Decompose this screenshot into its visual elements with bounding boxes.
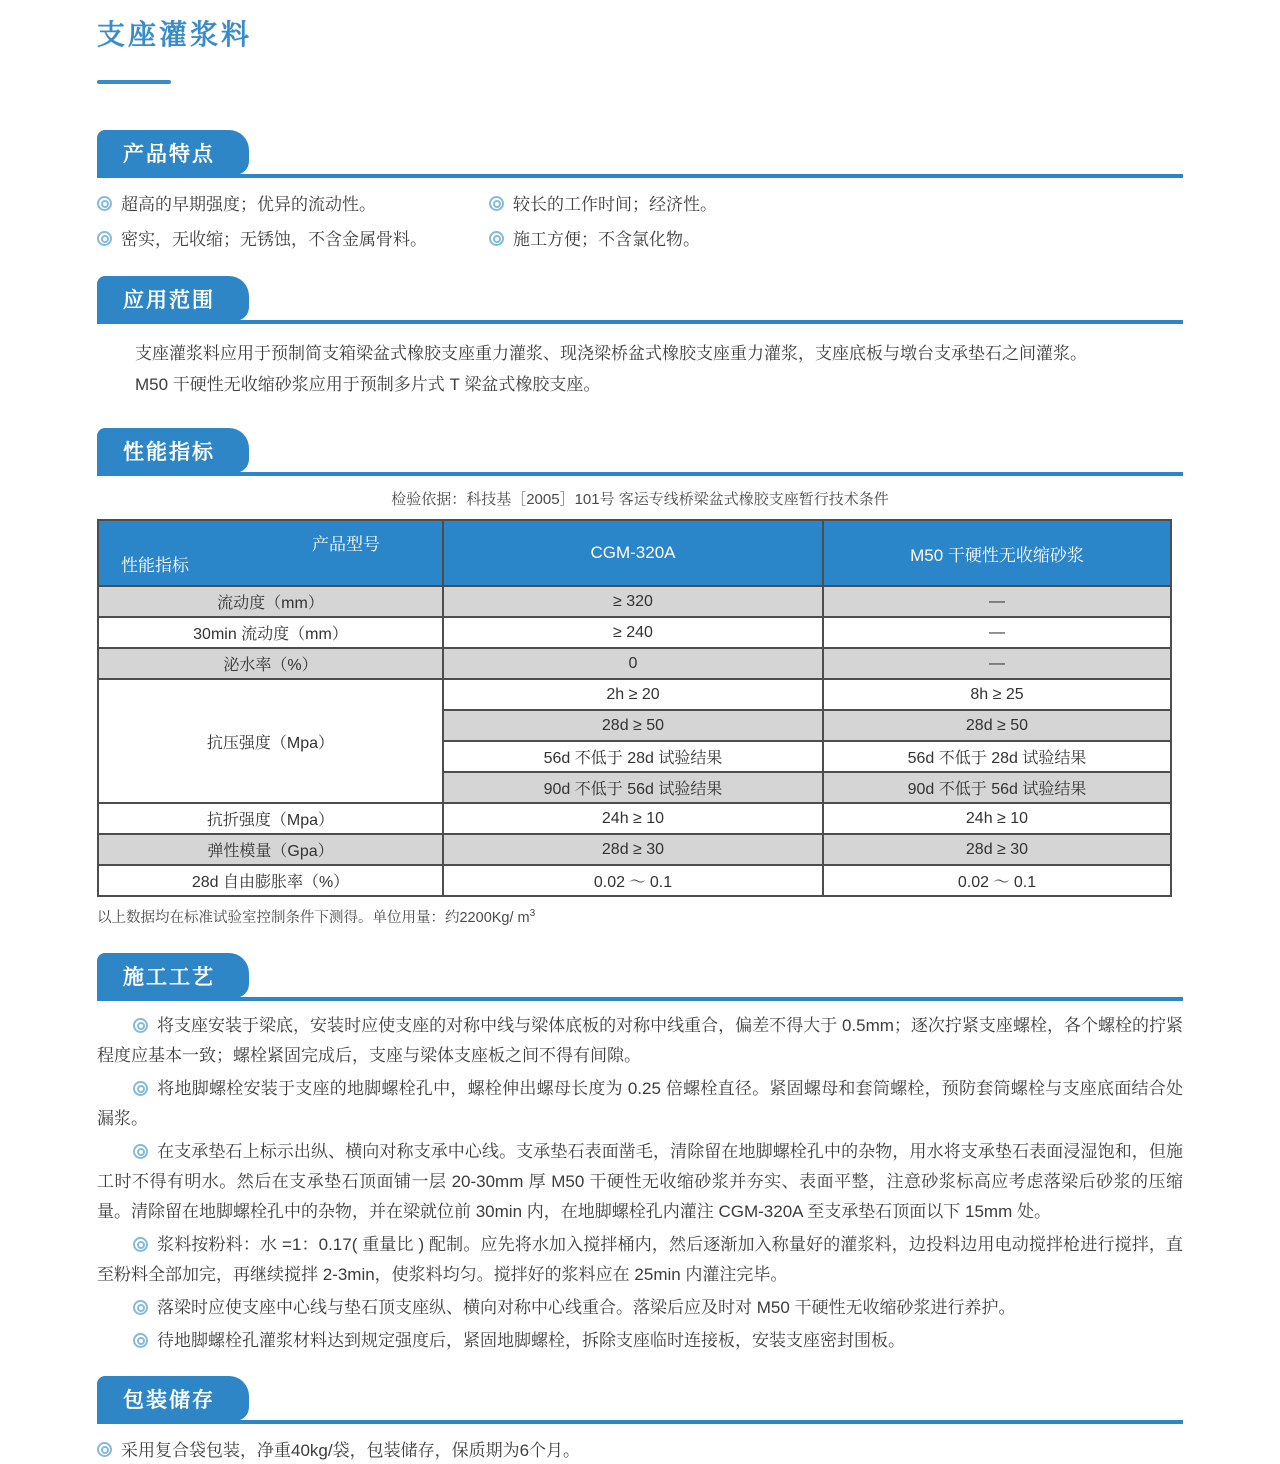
table-corner-cell xyxy=(98,520,443,586)
section-badge-features: 产品特点 xyxy=(97,130,249,175)
performance-table-header xyxy=(98,520,1171,586)
construction-process xyxy=(97,1011,1183,1356)
bullseye-bullet-icon xyxy=(133,1018,148,1033)
cell-value: 28d ≥ 30 xyxy=(823,834,1171,865)
table-row xyxy=(98,586,1171,617)
table-row xyxy=(98,834,1171,865)
bullseye-bullet-icon xyxy=(133,1300,148,1315)
table-footnote xyxy=(97,906,1183,927)
cell-value: 0.02 ～ 0.1 xyxy=(823,865,1171,896)
cell-value: 56d 不低于 28d 试验结果 xyxy=(823,741,1171,772)
cell-value: 28d ≥ 50 xyxy=(443,710,823,741)
table-header-row xyxy=(98,520,1171,586)
packaging-text: 采用复合袋包装，净重40kg/袋，包装储存，保质期为6个月。 xyxy=(121,1441,581,1460)
performance-table xyxy=(97,519,1172,897)
application-line: M50 干硬性无收缩砂浆应用于预制多片式 T 梁盆式橡胶支座。 xyxy=(135,375,601,394)
bullseye-bullet-icon xyxy=(97,1442,112,1457)
bullseye-bullet-icon xyxy=(97,231,112,246)
column-header-cgm320a: CGM-320A xyxy=(443,520,823,586)
feature-list xyxy=(97,192,1183,252)
row-label: 流动度（mm） xyxy=(98,586,443,617)
bullseye-bullet-icon xyxy=(133,1081,148,1096)
page-title: 支座灌浆料 xyxy=(97,19,253,50)
list-item xyxy=(97,227,489,252)
row-label: 泌水率（%） xyxy=(98,648,443,679)
construction-paragraph xyxy=(97,1293,1183,1323)
cell-value: ≥ 240 xyxy=(443,617,823,648)
bullseye-bullet-icon xyxy=(489,231,504,246)
construction-paragraph xyxy=(97,1074,1183,1134)
table-row xyxy=(98,679,1171,710)
row-label: 30min 流动度（mm） xyxy=(98,617,443,648)
section-header-construction xyxy=(97,953,1183,1001)
row-label-compressive-strength: 抗压强度（Mpa） xyxy=(98,679,443,803)
section-badge-performance: 性能指标 xyxy=(97,428,249,473)
section-badge-application: 应用范围 xyxy=(97,276,249,321)
row-label: 抗折强度（Mpa） xyxy=(98,803,443,834)
section-badge-construction: 施工工艺 xyxy=(97,953,249,998)
cell-value: 28d ≥ 50 xyxy=(823,710,1171,741)
table-row xyxy=(98,648,1171,679)
table-row xyxy=(98,803,1171,834)
application-line: 支座灌浆料应用于预制简支箱梁盆式橡胶支座重力灌浆、现浇梁桥盆式橡胶支座重力灌浆，支座底板与墩台支承垫石之间灌浆。 xyxy=(135,344,1087,363)
construction-paragraph xyxy=(97,1326,1183,1356)
paragraph-text: 将支座安装于梁底，安装时应使支座的对称中线与梁体底板的对称中线重合，偏差不得大于 0.5mm；逐次拧紧支座螺栓，各个螺栓的拧紧程度应基本一致；螺栓紧固完成后，支座与梁体支座板之间不得有间隙。 xyxy=(97,1016,1183,1065)
feature-text: 较长的工作时间；经济性。 xyxy=(513,195,717,214)
title-underline xyxy=(97,80,171,84)
cell-value: 24h ≥ 10 xyxy=(823,803,1171,834)
bullseye-bullet-icon xyxy=(489,196,504,211)
paragraph-text: 待地脚螺栓孔灌浆材料达到规定强度后，紧固地脚螺栓，拆除支座临时连接板，安装支座密封围板。 xyxy=(157,1331,905,1350)
cell-value: 8h ≥ 25 xyxy=(823,679,1171,710)
section-header-application xyxy=(97,276,1183,324)
application-text xyxy=(97,338,1183,400)
column-header-m50: M50 干硬性无收缩砂浆 xyxy=(823,520,1171,586)
cell-value: 0.02 ～ 0.1 xyxy=(443,865,823,896)
feature-text: 施工方便；不含氯化物。 xyxy=(513,230,700,249)
footnote-text: 以上数据均在标准试验室控制条件下测得。单位用量：约2200Kg/ m xyxy=(97,910,530,926)
cell-value: 90d 不低于 56d 试验结果 xyxy=(443,772,823,803)
feature-text: 密实，无收缩；无锈蚀，不含金属骨料。 xyxy=(121,230,427,249)
inspection-basis-note: 检验依据：科技基［2005］101号 客运专线桥梁盆式橡胶支座暂行技术条件 xyxy=(391,491,889,508)
bullseye-bullet-icon xyxy=(133,1144,148,1159)
cell-value: 90d 不低于 56d 试验结果 xyxy=(823,772,1171,803)
paragraph-text: 浆料按粉料：水 =1：0.17( 重量比 ) 配制。应先将水加入搅拌桶内，然后逐渐加入称量好的灌浆料，边投料边用电动搅拌枪进行搅拌，直至粉料全部加完，再继续搅拌 2-3min，使浆料均匀。搅拌好的浆料应在 25min 内灌注完毕。 xyxy=(97,1235,1183,1284)
construction-paragraph xyxy=(97,1011,1183,1071)
section-header-packaging xyxy=(97,1376,1183,1424)
section-header-performance xyxy=(97,428,1183,476)
cell-value: 2h ≥ 20 xyxy=(443,679,823,710)
cell-value: ≥ 320 xyxy=(443,586,823,617)
corner-label-performance-index: 性能指标 xyxy=(121,556,189,575)
cell-value: — xyxy=(823,617,1171,648)
bullseye-bullet-icon xyxy=(133,1237,148,1252)
list-item xyxy=(489,192,1183,217)
bullseye-bullet-icon xyxy=(97,196,112,211)
cell-value: 0 xyxy=(443,648,823,679)
construction-paragraph xyxy=(97,1230,1183,1290)
paragraph-text: 在支承垫石上标示出纵、横向对称支承中心线。支承垫石表面凿毛，清除留在地脚螺栓孔中的杂物，用水将支承垫石表面浸湿饱和，但施工时不得有明水。然后在支承垫石顶面铺一层 20-30mm 厚 M50 干硬性无收缩砂浆并夯实、表面平整，注意砂浆标高应考虑落梁后砂浆的压缩量。清除留在地脚螺栓孔中的杂物，并在梁就位前 30min 内，在地脚螺栓孔内灌注 CGM-320A 至支承垫石顶面以下 15mm 处。 xyxy=(97,1142,1183,1221)
list-item xyxy=(97,192,489,217)
row-label: 弹性模量（Gpa） xyxy=(98,834,443,865)
packaging-storage-line xyxy=(97,1438,1183,1464)
paragraph-text: 落梁时应使支座中心线与垫石顶支座纵、横向对称中心线重合。落梁后应及时对 M50 干硬性无收缩砂浆进行养护。 xyxy=(157,1298,1016,1317)
cell-value: 28d ≥ 30 xyxy=(443,834,823,865)
cell-value: 56d 不低于 28d 试验结果 xyxy=(443,741,823,772)
cell-value: — xyxy=(823,586,1171,617)
section-badge-packaging: 包装储存 xyxy=(97,1376,249,1421)
bullseye-bullet-icon xyxy=(133,1333,148,1348)
list-item xyxy=(489,227,1183,252)
paragraph-text: 将地脚螺栓安装于支座的地脚螺栓孔中，螺栓伸出螺母长度为 0.25 倍螺栓直径。紧固螺母和套筒螺栓，预防套筒螺栓与支座底面结合处漏浆。 xyxy=(97,1079,1183,1128)
construction-paragraph xyxy=(97,1137,1183,1227)
row-label: 28d 自由膨胀率（%） xyxy=(98,865,443,896)
corner-label-product-model: 产品型号 xyxy=(312,535,380,554)
footnote-superscript: 3 xyxy=(529,908,536,920)
cell-value: 24h ≥ 10 xyxy=(443,803,823,834)
section-header-features xyxy=(97,130,1183,178)
cell-value: — xyxy=(823,648,1171,679)
table-row xyxy=(98,865,1171,896)
feature-text: 超高的早期强度；优异的流动性。 xyxy=(121,195,376,214)
table-row xyxy=(98,617,1171,648)
